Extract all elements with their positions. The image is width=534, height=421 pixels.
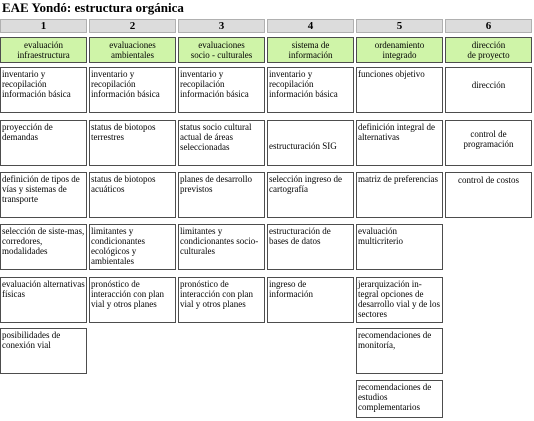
column-number-2: 2: [89, 19, 176, 33]
box-c1-5: evaluación alternativas físicas: [0, 277, 87, 323]
box-c3-4: limitantes y condicionantes socio-culturales: [178, 224, 265, 270]
box-c2-4: limitantes y condicionantes ecológicos y ambientales: [89, 224, 176, 270]
column-number-1: 1: [0, 19, 87, 33]
column-number-6: 6: [445, 19, 532, 33]
box-c6-1: dirección: [445, 67, 532, 113]
box-c3-1: inventario y recopilación información básica: [178, 67, 265, 113]
box-c4-3: selección ingreso de cartografía: [267, 172, 354, 218]
box-c4-2: estructuración SIG: [267, 120, 354, 166]
column-label-sistema-informacion: sistema de información: [267, 37, 354, 63]
column-number-5: 5: [356, 19, 443, 33]
column-label-direccion: dirección de proyecto: [445, 37, 532, 63]
box-c1-4: selección de siste-mas, corredores, modalidades: [0, 224, 87, 270]
box-c1-1: inventario y recopilación información básica: [0, 67, 87, 113]
box-c3-3: planes de desarrollo previstos: [178, 172, 265, 218]
box-c5-1: funciones objetivo: [356, 67, 443, 113]
box-c5-3: matriz de preferencias: [356, 172, 443, 218]
box-c2-2: status de biotopos terrestres: [89, 120, 176, 166]
box-c2-5: pronóstico de interacción con plan vial y otros planes: [89, 277, 176, 323]
box-c1-3: definición de tipos de vías y sistemas de transporte: [0, 172, 87, 218]
column-label-infraestructura: evaluación infraestructura: [0, 37, 87, 63]
box-c6-2: control de programación: [445, 120, 532, 166]
column-number-4: 4: [267, 19, 354, 33]
box-c5-5: jerarquización in-tegral opciones de desarrollo vial y de los sectores: [356, 277, 443, 323]
box-c4-5: ingreso de información: [267, 277, 354, 323]
page-title: EAE Yondó: estructura orgánica: [2, 0, 184, 15]
column-label-socio-culturales: evaluaciones socio - culturales: [178, 37, 265, 63]
box-c3-5: pronóstico de interacción con plan vial y otros planes: [178, 277, 265, 323]
box-c6-3: control de costos: [445, 172, 532, 218]
box-c5-4: evaluación multicriterio: [356, 224, 443, 270]
box-c4-4: estructuración de bases de datos: [267, 224, 354, 270]
box-c1-6: posibilidades de conexión vial: [0, 328, 87, 374]
box-c5-6: recomendaciones de monitoría,: [356, 328, 443, 374]
box-c4-1: inventario y recopilación información básica: [267, 67, 354, 113]
box-c2-3: status de biotopos acuáticos: [89, 172, 176, 218]
box-c2-1: inventario y recopilación información básica: [89, 67, 176, 113]
column-label-ambientales: evaluaciones ambientales: [89, 37, 176, 63]
box-c1-2: proyección de demandas: [0, 120, 87, 166]
box-c3-2: status socio cultural actual de áreas seleccionadas: [178, 120, 265, 166]
column-label-ordenamiento: ordenamiento integrado: [356, 37, 443, 63]
column-number-3: 3: [178, 19, 265, 33]
box-c5-2: definición integral de alternativas: [356, 120, 443, 166]
box-c5-7: recomendaciones de estudios complementarios: [356, 380, 443, 418]
